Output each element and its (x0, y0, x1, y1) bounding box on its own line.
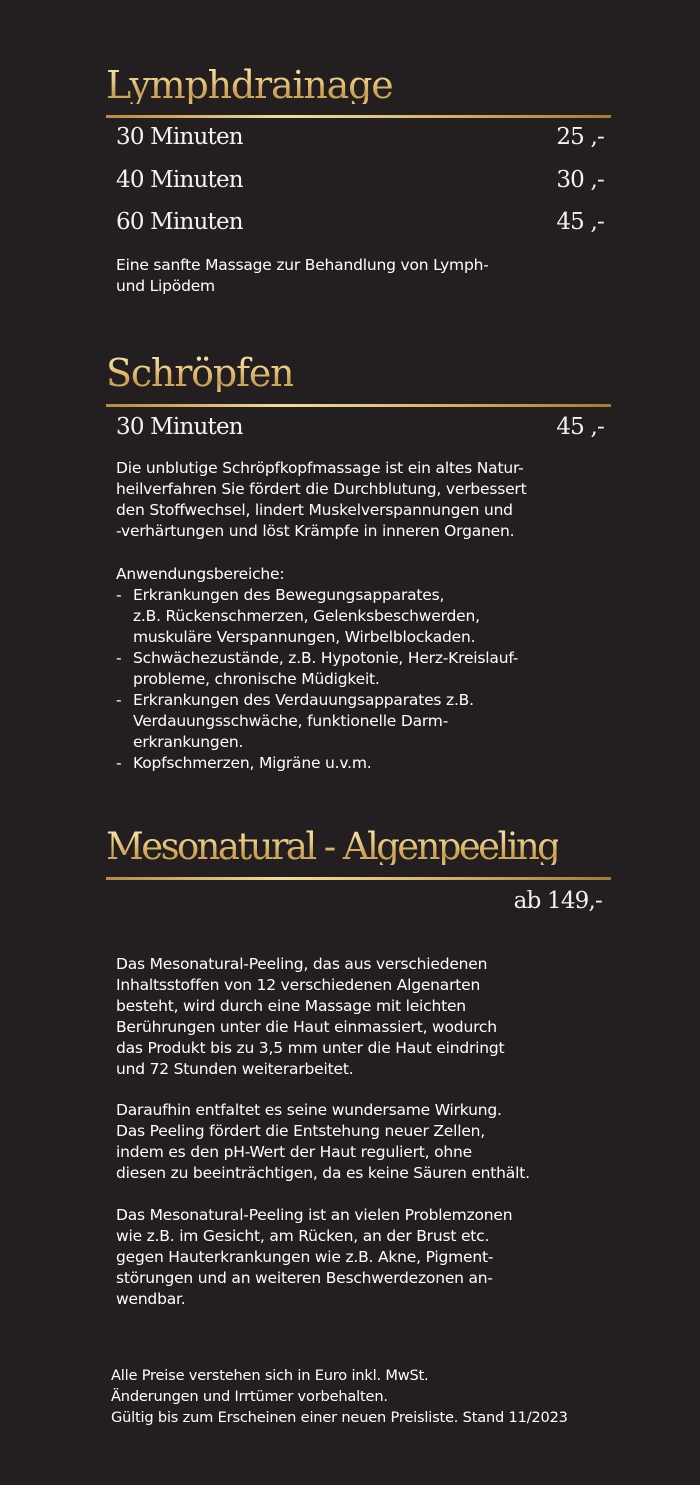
applications-heading: Anwendungsbereiche: (116, 565, 285, 583)
mesonatural-price: ab 149,- (513, 888, 602, 914)
schroepfen-title: Schröpfen (106, 351, 294, 395)
lymphdrainage-divider (106, 115, 611, 118)
mesonatural-divider (106, 877, 611, 880)
price-row (116, 412, 604, 442)
duration-label: 30 Minuten (116, 124, 243, 150)
duration-label: 60 Minuten (116, 209, 243, 235)
duration-label: 40 Minuten (116, 167, 243, 193)
footer-notes (111, 1365, 568, 1428)
price-value: 25 ,- (556, 124, 604, 150)
mesonatural-paragraph: Das Mesonatural-Peeling, das aus verschiedenen Inhaltsstoffen von 12 verschiedenen Algenarten besteht, wird durch eine Massage mit leichten Berührungen unter die Haut einmassiert, wodurch das Produkt bis zu 3,5 mm unter die Haut eindringt und 72 Stunden weiterarbeitet. (116, 955, 505, 1078)
schroepfen-divider (106, 404, 611, 407)
schroepfen-description: Die unblutige Schröpfkopfmassage ist ein altes Natur- heilverfahren Sie fördert die Durchblutung, verbessert den Stoffwechsel, lindert Muskelverspannungen und -verhärtungen und löst Krämpfe in inneren Organen. (116, 459, 527, 540)
price-value: 45 ,- (556, 209, 604, 235)
lymphdrainage-title: Lymphdrainage (106, 63, 393, 107)
mesonatural-paragraph: Das Mesonatural-Peeling ist an vielen Problemzonen wie z.B. im Gesicht, am Rücken, an der Brust etc. gegen Hauterkrankungen wie z.B. Akne, Pigment- störungen und an weiteren Beschwerdezonen an- wendbar. (116, 1206, 513, 1308)
mesonatural-paragraph: Daraufhin entfaltet es seine wundersame Wirkung. Das Peeling fördert die Entstehung neuer Zellen, indem es den pH-Wert der Haut reguliert, ohne diesen zu beeinträchtigen, da es keine Säuren enthält. (116, 1101, 530, 1182)
price-value: 45 ,- (556, 414, 604, 440)
list-item: - Erkrankungen des Verdauungsapparates z.B. Verdauungsschwäche, funktionelle Darm- erkrankungen. (116, 691, 474, 751)
list-item: - Erkrankungen des Bewegungsapparates, z.B. Rückenschmerzen, Gelenksbeschwerden, muskuläre Verspannungen, Wirbelblockaden. (116, 586, 480, 646)
duration-label: 30 Minuten (116, 414, 243, 440)
price-value: 30 ,- (556, 167, 604, 193)
footer-line: Änderungen und Irrtümer vorbehalten. (111, 1388, 388, 1405)
footer-line: Alle Preise verstehen sich in Euro inkl. MwSt. (111, 1367, 429, 1384)
footer-line: Gültig bis zum Erscheinen einer neuen Preisliste. Stand 11/2023 (111, 1409, 568, 1426)
price-row (116, 122, 604, 152)
list-item: - Kopfschmerzen, Migräne u.v.m. (116, 754, 372, 772)
price-row (116, 165, 604, 195)
price-row (116, 207, 604, 237)
lymphdrainage-description: Eine sanfte Massage zur Behandlung von Lymph- und Lipödem (116, 256, 489, 295)
list-item: - Schwächezustände, z.B. Hypotonie, Herz-Kreislauf- probleme, chronische Müdigkeit. (116, 649, 519, 688)
applications-list (116, 585, 518, 774)
mesonatural-title: Mesonatural - Algenpeeling (106, 825, 559, 868)
